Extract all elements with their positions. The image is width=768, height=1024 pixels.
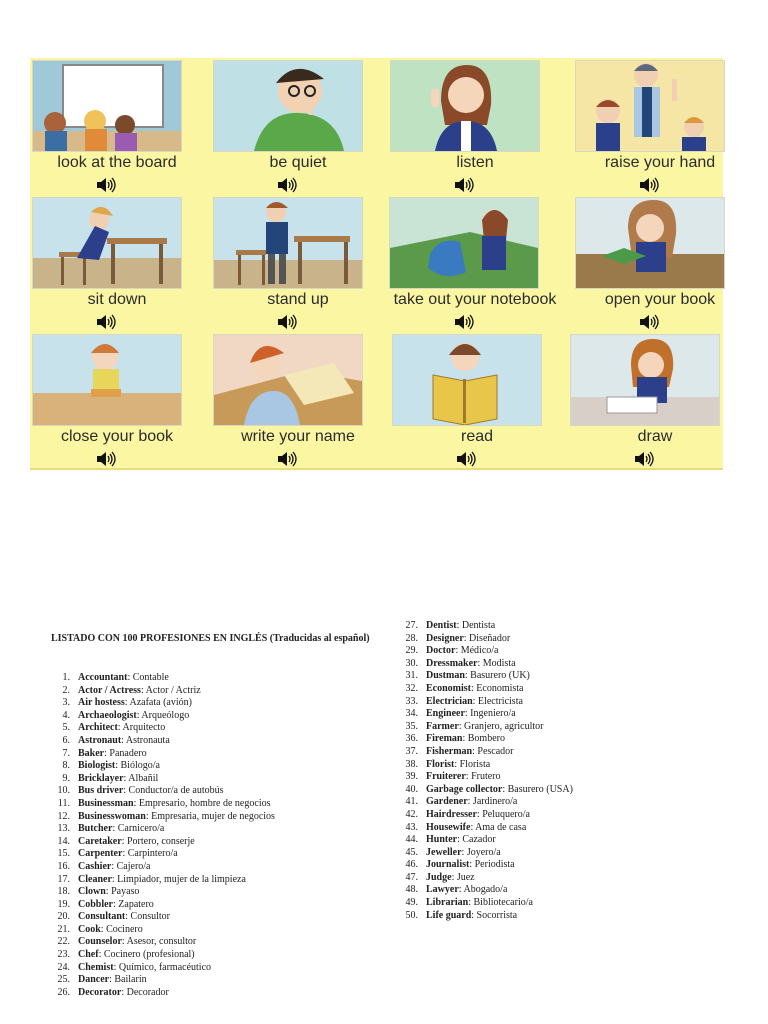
profession-list-item bbox=[42, 773, 275, 786]
profession-spanish: : Biólogo/a bbox=[115, 760, 160, 772]
item-number: 36. bbox=[405, 733, 418, 745]
profession-english: Gardener bbox=[426, 796, 468, 808]
profession-english: Hunter bbox=[426, 834, 458, 846]
card-label: write your name bbox=[241, 428, 355, 445]
speaker-icon[interactable] bbox=[96, 451, 116, 467]
item-number: 34. bbox=[405, 708, 418, 720]
profession-list-item bbox=[390, 897, 573, 910]
illustration-write-your-name bbox=[213, 334, 363, 426]
profession-spanish: : Granjero, agricultor bbox=[458, 720, 544, 732]
profession-english: Hairdresser bbox=[426, 808, 477, 820]
card-label: listen bbox=[456, 154, 494, 171]
profession-spanish: : Ama de casa bbox=[470, 821, 527, 833]
profession-list-item bbox=[390, 847, 573, 860]
speaker-icon[interactable] bbox=[456, 451, 476, 467]
profession-spanish: : Cocinero (profesional) bbox=[98, 949, 195, 961]
profession-english: Caretaker bbox=[78, 835, 122, 847]
profession-spanish: : Carpintero/a bbox=[122, 848, 178, 860]
profession-list-item bbox=[42, 987, 275, 1000]
classroom-instructions-panel bbox=[30, 58, 723, 470]
profession-list-item bbox=[390, 733, 573, 746]
profession-list-item bbox=[42, 811, 275, 824]
profession-list-item bbox=[390, 658, 573, 671]
profession-spanish: : Azafata (avión) bbox=[124, 697, 192, 709]
profession-list-item bbox=[42, 886, 275, 899]
profession-list-item bbox=[390, 633, 573, 646]
card-label: be quiet bbox=[269, 154, 327, 171]
profession-english: Actor / Actress bbox=[78, 684, 141, 696]
profession-spanish: : Florista bbox=[454, 758, 491, 770]
profession-list-item bbox=[390, 910, 573, 923]
profession-list-item bbox=[390, 859, 573, 872]
profession-spanish: : Ingeniero/a bbox=[464, 708, 516, 720]
profession-english: Electrician bbox=[426, 695, 473, 707]
item-number: 45. bbox=[405, 846, 418, 858]
profession-english: Lawyer bbox=[426, 884, 459, 896]
profession-english: Chemist bbox=[78, 961, 114, 973]
card-label: look at the board bbox=[57, 154, 177, 171]
profession-list-item bbox=[390, 708, 573, 721]
profession-list-item bbox=[390, 645, 573, 658]
profession-spanish: : Juez bbox=[451, 871, 475, 883]
profession-english: Biologist bbox=[78, 760, 116, 772]
profession-spanish: : Bombero bbox=[462, 733, 505, 745]
illustration-draw bbox=[570, 334, 720, 426]
item-number: 44. bbox=[405, 834, 418, 846]
item-number: 27. bbox=[405, 620, 418, 631]
item-number: 3. bbox=[62, 697, 70, 709]
professions-list-column-1 bbox=[42, 672, 275, 999]
item-number: 28. bbox=[405, 632, 418, 644]
item-number: 38. bbox=[405, 758, 418, 770]
profession-spanish: : Químico, farmacéutico bbox=[113, 961, 212, 973]
item-number: 25. bbox=[57, 974, 70, 986]
item-number: 40. bbox=[405, 783, 418, 795]
profession-list-item bbox=[42, 685, 275, 698]
profession-english: Chef bbox=[78, 949, 99, 961]
profession-english: Farmer bbox=[426, 720, 459, 732]
card-read bbox=[392, 334, 562, 470]
item-number: 19. bbox=[57, 898, 70, 910]
profession-english: Astronaut bbox=[78, 734, 122, 746]
item-number: 48. bbox=[405, 884, 418, 896]
profession-english: Clown bbox=[78, 886, 106, 898]
profession-list-item bbox=[390, 796, 573, 809]
speaker-icon[interactable] bbox=[634, 451, 654, 467]
profession-english: Counselor bbox=[78, 936, 122, 948]
profession-spanish: : Frutero bbox=[465, 771, 501, 783]
item-number: 42. bbox=[405, 808, 418, 820]
speaker-icon[interactable] bbox=[96, 314, 116, 330]
profession-spanish: : Arqueólogo bbox=[136, 709, 190, 721]
profession-english: Fisherman bbox=[426, 745, 473, 757]
card-listen bbox=[390, 60, 560, 196]
item-number: 32. bbox=[405, 682, 418, 694]
profession-english: Consultant bbox=[78, 911, 126, 923]
card-draw bbox=[570, 334, 740, 470]
profession-list-item bbox=[42, 823, 275, 836]
profession-english: Bus driver bbox=[78, 785, 124, 797]
profession-english: Dressmaker bbox=[426, 657, 478, 669]
item-number: 9. bbox=[62, 772, 70, 784]
profession-english: Florist bbox=[426, 758, 455, 770]
profession-list-item bbox=[42, 710, 275, 723]
item-number: 13. bbox=[57, 823, 70, 835]
profession-spanish: : Cocinero bbox=[100, 923, 143, 935]
illustration-be-quiet bbox=[213, 60, 363, 152]
card-label: raise your hand bbox=[604, 154, 716, 171]
profession-list-item bbox=[390, 771, 573, 784]
item-number: 16. bbox=[57, 860, 70, 872]
profession-list-item bbox=[42, 861, 275, 874]
profession-spanish: : Pescador bbox=[472, 745, 514, 757]
profession-spanish: : Actor / Actriz bbox=[140, 684, 201, 696]
profession-spanish: : Empresaria, mujer de negocios bbox=[145, 810, 275, 822]
item-number: 22. bbox=[57, 936, 70, 948]
profession-list-item bbox=[42, 748, 275, 761]
profession-spanish: : Electricista bbox=[472, 695, 523, 707]
profession-list-item bbox=[390, 884, 573, 897]
item-number: 39. bbox=[405, 771, 418, 783]
item-number: 17. bbox=[57, 873, 70, 885]
profession-spanish: : Bibliotecario/a bbox=[468, 897, 533, 909]
card-look-at-the-board bbox=[32, 60, 202, 196]
item-number: 43. bbox=[405, 821, 418, 833]
profession-list-item bbox=[42, 949, 275, 962]
profession-english: Architect bbox=[78, 722, 118, 734]
profession-spanish: : Peluquero/a bbox=[476, 808, 530, 820]
item-number: 24. bbox=[57, 961, 70, 973]
profession-spanish: : Decorador bbox=[121, 986, 169, 998]
profession-list-item bbox=[390, 670, 573, 683]
profession-list-item bbox=[42, 874, 275, 887]
card-open-your-book bbox=[575, 197, 745, 333]
item-number: 33. bbox=[405, 695, 418, 707]
profession-english: Bricklayer bbox=[78, 772, 124, 784]
list-title: LISTADO CON 100 PROFESIONES EN INGLÉS (Traducidas al español) bbox=[51, 633, 370, 644]
profession-list-item bbox=[390, 746, 573, 759]
item-number: 30. bbox=[405, 657, 418, 669]
profession-english: Fireman bbox=[426, 733, 463, 745]
illustration-look-at-the-board bbox=[32, 60, 182, 152]
card-label: read bbox=[460, 428, 494, 445]
profession-list-item bbox=[390, 620, 573, 633]
profession-spanish: : Arquitecto bbox=[117, 722, 166, 734]
profession-english: Life guard bbox=[426, 909, 472, 921]
card-take-out-your-notebook bbox=[385, 197, 565, 333]
illustration-stand-up bbox=[213, 197, 363, 289]
profession-spanish: : Asesor, consultor bbox=[121, 936, 197, 948]
card-label: draw bbox=[637, 428, 673, 445]
profession-list-item bbox=[42, 924, 275, 937]
item-number: 8. bbox=[62, 760, 70, 772]
profession-spanish: : Periodista bbox=[469, 859, 515, 871]
profession-english: Cobbler bbox=[78, 898, 113, 910]
speaker-icon[interactable] bbox=[639, 314, 659, 330]
profession-spanish: : Dentista bbox=[456, 620, 496, 631]
illustration-listen bbox=[390, 60, 540, 152]
item-number: 6. bbox=[62, 734, 70, 746]
speaker-icon[interactable] bbox=[277, 451, 297, 467]
profession-list-item bbox=[390, 784, 573, 797]
card-write-your-name bbox=[213, 334, 383, 470]
profession-list-item bbox=[390, 822, 573, 835]
item-number: 26. bbox=[57, 986, 70, 998]
profession-list-item bbox=[42, 785, 275, 798]
profession-spanish: : Socorrista bbox=[471, 909, 518, 921]
profession-list-item bbox=[42, 936, 275, 949]
profession-english: Butcher bbox=[78, 823, 113, 835]
profession-spanish: : Carnicero/a bbox=[112, 823, 165, 835]
profession-spanish: : Joyero/a bbox=[461, 846, 501, 858]
profession-spanish: : Modista bbox=[477, 657, 516, 669]
profession-english: Dancer bbox=[78, 974, 110, 986]
profession-spanish: : Jardinero/a bbox=[467, 796, 518, 808]
profession-english: Doctor bbox=[426, 645, 456, 657]
profession-spanish: : Basurero (USA) bbox=[502, 783, 573, 795]
profession-spanish: : Abogado/a bbox=[458, 884, 508, 896]
card-stand-up bbox=[213, 197, 383, 333]
item-number: 10. bbox=[57, 785, 70, 797]
profession-list-item bbox=[390, 759, 573, 772]
profession-list-item bbox=[390, 872, 573, 885]
item-number: 21. bbox=[57, 923, 70, 935]
card-label: stand up bbox=[267, 291, 329, 308]
profession-english: Dustman bbox=[426, 670, 465, 682]
profession-english: Businessman bbox=[78, 797, 134, 809]
profession-list-item bbox=[42, 836, 275, 849]
profession-list-item bbox=[390, 809, 573, 822]
profession-list-item bbox=[42, 899, 275, 912]
profession-english: Engineer bbox=[426, 708, 465, 720]
profession-list-item bbox=[42, 911, 275, 924]
item-number: 12. bbox=[57, 810, 70, 822]
profession-english: Carpenter bbox=[78, 848, 123, 860]
item-number: 14. bbox=[57, 835, 70, 847]
item-number: 35. bbox=[405, 720, 418, 732]
item-number: 11. bbox=[57, 797, 70, 809]
item-number: 20. bbox=[57, 911, 70, 923]
profession-english: Air hostess bbox=[78, 697, 125, 709]
profession-spanish: : Economista bbox=[471, 682, 524, 694]
profession-english: Decorator bbox=[78, 986, 122, 998]
profession-list-item bbox=[390, 721, 573, 734]
item-number: 4. bbox=[62, 709, 70, 721]
illustration-sit-down bbox=[32, 197, 182, 289]
item-number: 46. bbox=[405, 859, 418, 871]
profession-spanish: : Conductor/a de autobús bbox=[123, 785, 224, 797]
item-number: 49. bbox=[405, 897, 418, 909]
profession-list-item bbox=[42, 798, 275, 811]
card-sit-down bbox=[32, 197, 202, 333]
card-raise-your-hand bbox=[575, 60, 745, 196]
profession-spanish: : Basurero (UK) bbox=[464, 670, 530, 682]
profession-english: Cleaner bbox=[78, 873, 112, 885]
profession-english: Judge bbox=[426, 871, 452, 883]
profession-list-item bbox=[42, 697, 275, 710]
profession-spanish: : Astronauta bbox=[121, 734, 170, 746]
speaker-icon[interactable] bbox=[277, 314, 297, 330]
item-number: 29. bbox=[405, 645, 418, 657]
profession-english: Librarian bbox=[426, 897, 469, 909]
profession-english: Accountant bbox=[78, 672, 128, 683]
profession-english: Archaeologist bbox=[78, 709, 137, 721]
item-number: 50. bbox=[405, 909, 418, 921]
profession-english: Cook bbox=[78, 923, 101, 935]
profession-english: Fruiterer bbox=[426, 771, 466, 783]
speaker-icon[interactable] bbox=[454, 177, 474, 193]
profession-spanish: : Panadero bbox=[104, 747, 147, 759]
illustration-take-out-your-notebook bbox=[389, 197, 539, 289]
profession-spanish: : Diseñador bbox=[463, 632, 511, 644]
profession-english: Jeweller bbox=[426, 846, 462, 858]
illustration-close-your-book bbox=[32, 334, 182, 426]
profession-list-item bbox=[42, 848, 275, 861]
card-label: sit down bbox=[87, 291, 147, 308]
profession-list-item bbox=[42, 722, 275, 735]
profession-list-item bbox=[390, 834, 573, 847]
speaker-icon[interactable] bbox=[639, 177, 659, 193]
illustration-read bbox=[392, 334, 542, 426]
profession-english: Dentist bbox=[426, 620, 457, 631]
profession-english: Baker bbox=[78, 747, 105, 759]
speaker-icon[interactable] bbox=[96, 177, 116, 193]
profession-spanish: : Zapatero bbox=[113, 898, 154, 910]
card-close-your-book bbox=[32, 334, 202, 470]
profession-list-item bbox=[42, 735, 275, 748]
item-number: 7. bbox=[62, 747, 70, 759]
item-number: 37. bbox=[405, 745, 418, 757]
profession-spanish: : Contable bbox=[127, 672, 169, 683]
item-number: 2. bbox=[62, 684, 70, 696]
profession-list-item bbox=[42, 962, 275, 975]
item-number: 15. bbox=[57, 848, 70, 860]
item-number: 5. bbox=[62, 722, 70, 734]
profession-list-item bbox=[390, 683, 573, 696]
profession-english: Designer bbox=[426, 632, 464, 644]
illustration-raise-your-hand bbox=[575, 60, 725, 152]
profession-list-item bbox=[390, 696, 573, 709]
profession-spanish: : Consultor bbox=[125, 911, 170, 923]
profession-spanish: : Médico/a bbox=[455, 645, 499, 657]
card-label: take out your notebook bbox=[393, 291, 557, 308]
card-label: open your book bbox=[604, 291, 716, 308]
profession-english: Economist bbox=[426, 682, 471, 694]
profession-spanish: : Payaso bbox=[105, 886, 140, 898]
profession-list-item bbox=[42, 760, 275, 773]
item-number: 47. bbox=[405, 871, 418, 883]
card-label: close your book bbox=[60, 428, 174, 445]
profession-list-item bbox=[42, 672, 275, 685]
profession-spanish: : Limpiador, mujer de la limpieza bbox=[111, 873, 246, 885]
profession-spanish: : Portero, conserje bbox=[121, 835, 195, 847]
speaker-icon[interactable] bbox=[277, 177, 297, 193]
item-number: 18. bbox=[57, 886, 70, 898]
item-number: 23. bbox=[57, 949, 70, 961]
profession-spanish: : Empresario, hombre de negocios bbox=[133, 797, 271, 809]
item-number: 31. bbox=[405, 670, 418, 682]
profession-spanish: : Albañil bbox=[123, 772, 159, 784]
profession-spanish: : Bailarín bbox=[109, 974, 147, 986]
profession-list-item bbox=[42, 974, 275, 987]
card-be-quiet bbox=[213, 60, 383, 196]
profession-spanish: : Cajero/a bbox=[111, 860, 151, 872]
profession-english: Garbage collector bbox=[426, 783, 503, 795]
profession-english: Housewife bbox=[426, 821, 471, 833]
illustration-open-your-book bbox=[575, 197, 725, 289]
profession-english: Cashier bbox=[78, 860, 112, 872]
item-number: 1. bbox=[62, 672, 70, 683]
profession-spanish: : Cazador bbox=[457, 834, 496, 846]
profession-english: Businesswoman bbox=[78, 810, 146, 822]
professions-list-column-2 bbox=[390, 620, 573, 922]
item-number: 41. bbox=[405, 796, 418, 808]
speaker-icon[interactable] bbox=[454, 314, 474, 330]
profession-english: Journalist bbox=[426, 859, 470, 871]
